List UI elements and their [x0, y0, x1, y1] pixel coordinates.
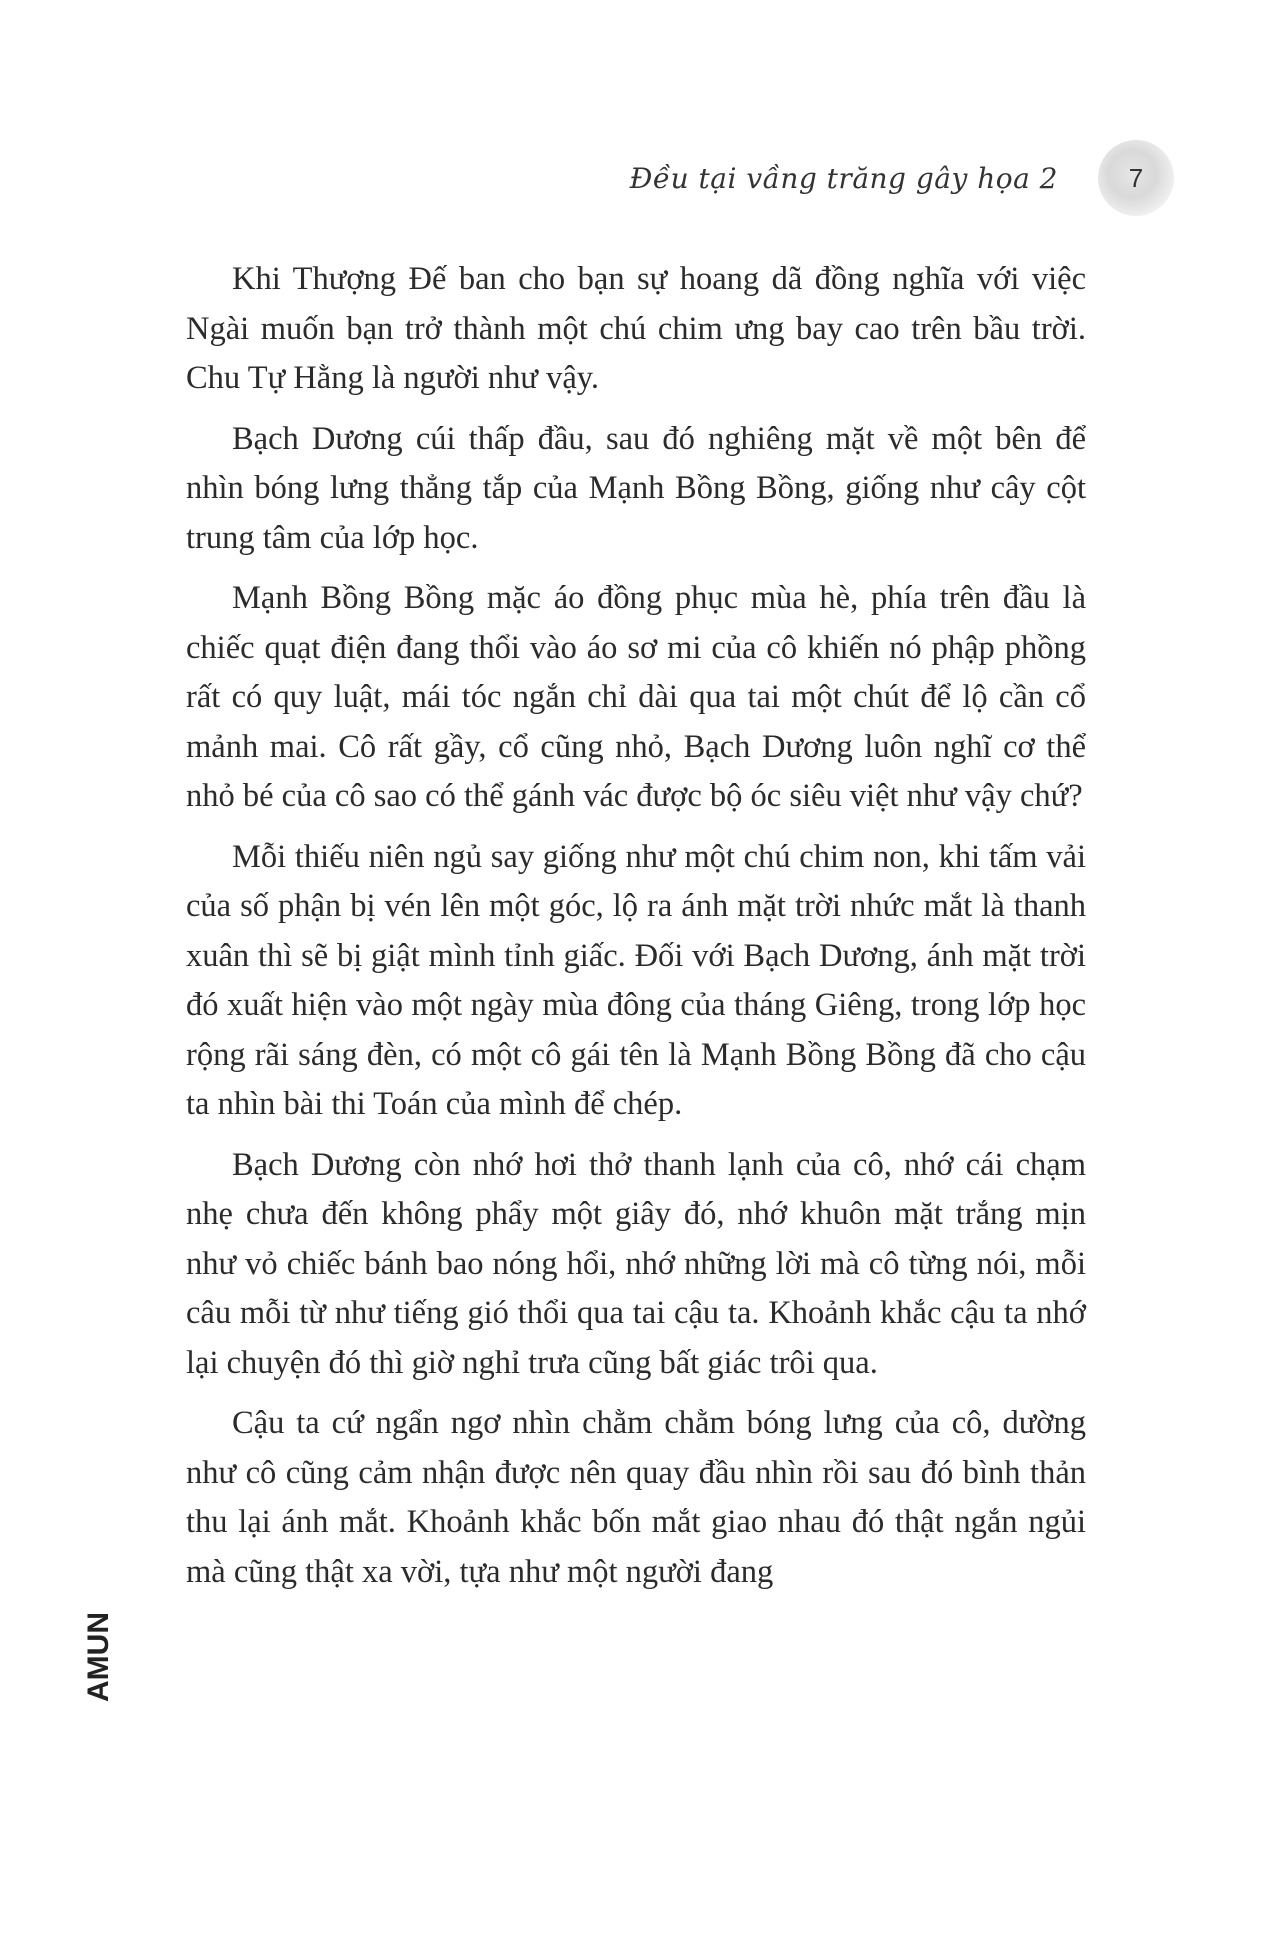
- amun-logo-icon: [78, 1610, 118, 1706]
- book-title: Đều tại vầng trăng gây họa 2: [629, 161, 1058, 195]
- paragraph: Khi Thượng Đế ban cho bạn sự hoang dã đồng nghĩa với việc Ngài muốn bạn trở thành một chú chim ưng bay cao trên bầu trời. Chu Tự Hằng là người như vậy.: [186, 261, 1086, 396]
- amun-logo-text: AMUN: [82, 1612, 115, 1702]
- paragraph: Bạch Dương cúi thấp đầu, sau đó nghiêng mặt về một bên để nhìn bóng lưng thẳng tắp của Mạnh Bồng Bồng, giống như cây cột trung tâm của lớp học.: [186, 420, 1086, 556]
- paragraph: Mỗi thiếu niên ngủ say giống như một chú chim non, khi tấm vải của số phận bị vén lên một góc, lộ ra ánh mặt trời nhức mắt là thanh xuân thì sẽ bị giật mình tỉnh giấc. Đối với Bạch Dương, ánh mặt trời đó xuất hiện vào một ngày mùa đông của tháng Giêng, trong lớp học rộng rãi sáng đèn, có một cô gái tên là Mạnh Bồng Bồng đã cho cậu ta nhìn bài thi Toán của mình để chép.: [186, 838, 1086, 1122]
- publisher-logo: [76, 1610, 120, 1706]
- page-number: 7: [1098, 140, 1174, 216]
- running-header: [630, 148, 1164, 208]
- paragraph: Mạnh Bồng Bồng mặc áo đồng phục mùa hè, phía trên đầu là chiếc quạt điện đang thổi vào áo sơ mi của cô khiến nó phập phồng rất có quy luật, mái tóc ngắn chỉ dài qua tai một chút để lộ cần cổ mảnh mai. Cô rất gầy, cổ cũng nhỏ, Bạch Dương luôn nghĩ cơ thể nhỏ bé của cô sao có thể gánh vác được bộ óc siêu việt như vậy chứ?: [186, 580, 1086, 814]
- paragraph: Cậu ta cứ ngẩn ngơ nhìn chằm chằm bóng lưng của cô, dường như cô cũng cảm nhận được nên quay đầu nhìn rồi sau đó bình thản thu lại ánh mắt. Khoảnh khắc bốn mắt giao nhau đó thật ngắn ngủi mà cũng thật xa vời, tựa như một người đang: [186, 1405, 1086, 1590]
- body-text: [186, 255, 1086, 1608]
- paragraph: Bạch Dương còn nhớ hơi thở thanh lạnh của cô, nhớ cái chạm nhẹ chưa đến không phẩy một giây đó, nhớ khuôn mặt trắng mịn như vỏ chiếc bánh bao nóng hổi, nhớ những lời mà cô từng nói, mỗi câu mỗi từ như tiếng gió thổi qua tai cậu ta. Khoảnh khắc cậu ta nhớ lại chuyện đó thì giờ nghỉ trưa cũng bất giác trôi qua.: [186, 1146, 1086, 1381]
